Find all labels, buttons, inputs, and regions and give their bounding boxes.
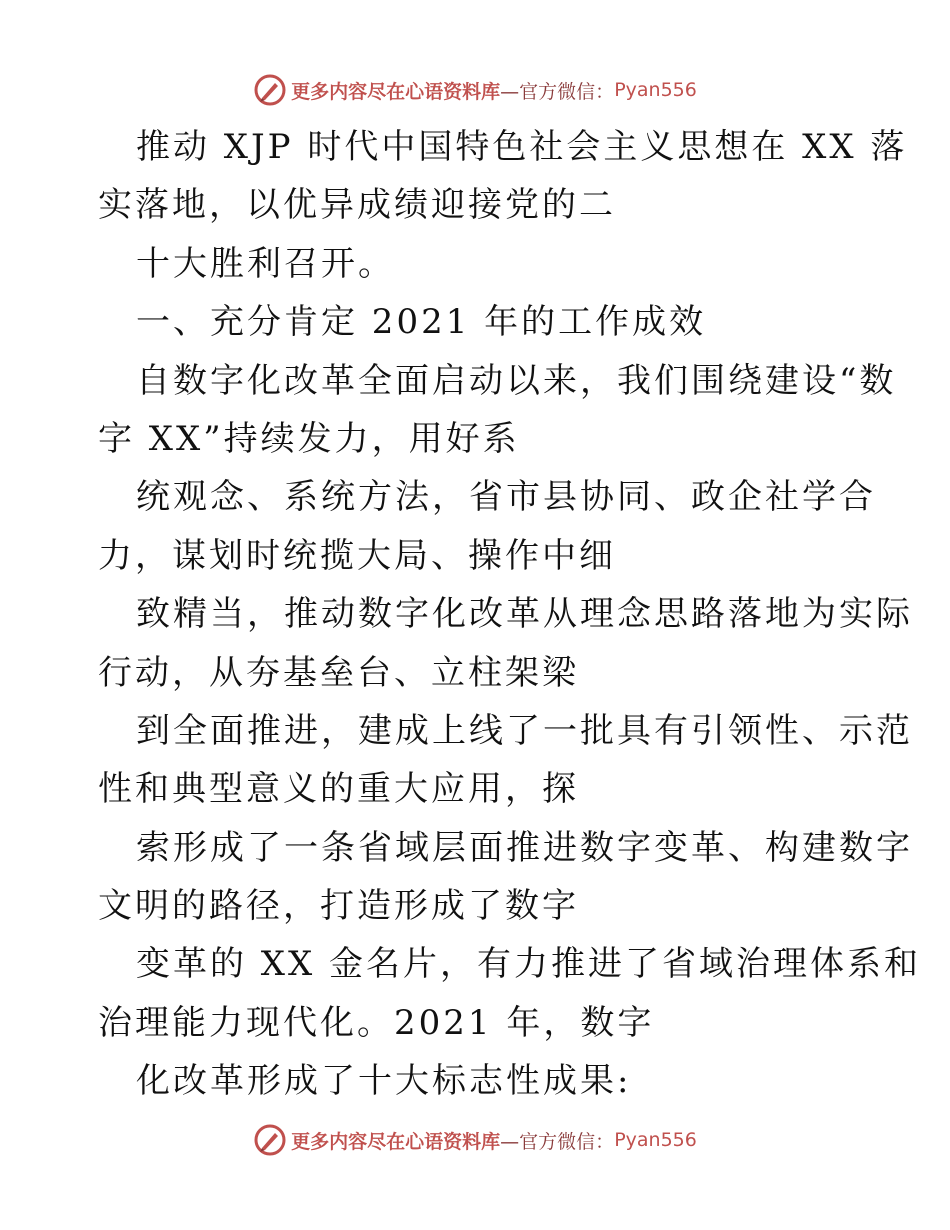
text-line: 统观念、系统方法，省市县协同、政企社学合 [136,477,876,518]
header-watermark [0,70,950,110]
text-line: 致精当，推动数字化改革从理念思路落地为实际 [136,594,913,635]
text-line: 十大胜利召开。 [136,243,395,284]
text-line: 化改革形成了十大标志性成果: [136,1061,632,1102]
document-body [98,118,922,1111]
watermark-main-text: 更多内容尽在心语资料库 [291,1130,501,1153]
pen-logo-icon [253,1123,287,1157]
text-line: 力，谋划时统揽大局、操作中细 [98,535,616,576]
text-line: 治理能力现代化。2021 年，数字 [98,1002,655,1043]
text-line: 实落地，以优异成绩迎接党的二 [98,185,616,226]
text-line: 索形成了一条省域层面推进数字变革、构建数字 [136,827,913,868]
text-line: 性和典型意义的重大应用，探 [98,769,579,810]
footer-watermark [0,1120,950,1160]
text-line: 一、充分肯定 2021 年的工作成效 [136,302,707,343]
pen-logo-icon [253,73,287,107]
text-line: 到全面推进，建成上线了一批具有引领性、示范 [136,710,913,751]
watermark-main-text: 更多内容尽在心语资料库 [291,80,501,103]
text-line: 自数字化改革全面启动以来，我们围绕建设“数 [136,360,897,401]
watermark-separator: —官方微信： [500,1130,615,1153]
text-line: 推动 XJP 时代中国特色社会主义思想在 XX 落 [136,127,908,167]
text-line: 变革的 XX 金名片，有力推进了省域治理体系和 [136,944,922,985]
watermark-separator: —官方微信： [500,80,615,103]
text-line: 字 XX”持续发力，用好系 [98,418,520,459]
text-line: 行动，从夯基垒台、立柱架梁 [98,652,579,693]
watermark-id: Pyan556 [614,1129,697,1151]
text-line: 文明的路径，打造形成了数字 [98,886,579,927]
watermark-id: Pyan556 [614,79,697,101]
